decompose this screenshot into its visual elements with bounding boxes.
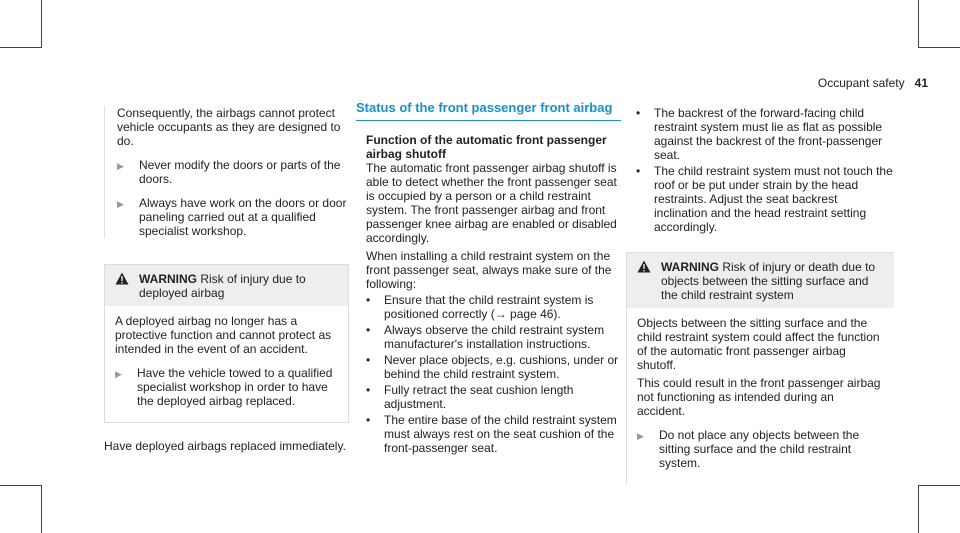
crop-mark [918, 485, 919, 533]
warning-header [627, 253, 894, 308]
bullet-list [636, 106, 894, 234]
bullet-list [366, 293, 621, 455]
step-arrow-icon: ▶ [115, 369, 122, 379]
instruction-block [104, 106, 349, 238]
warning-text: A deployed airbag no longer has a protective function and cannot protect as intended in the event of an accident. [115, 314, 332, 356]
warning-triangle-icon [637, 260, 653, 302]
crop-mark [918, 0, 919, 48]
step-arrow-icon: ▶ [117, 199, 124, 209]
body-paragraph: The automatic front passenger airbag shutoff is able to detect whether the front passenger seat is occupied by a person or a child restraint system. The front passenger airbag and front passenger knee airbag are enabled or disabled accordingly. [366, 161, 617, 245]
warning-title: Risk of injury or death due to objects between the sitting surface and the child restraint system [661, 260, 876, 302]
list-item: • Ensure that the child restraint system is positioned correctly (→ page 46). [366, 293, 594, 321]
step-text: Do not place any objects between the sitting surface and the child restraint system. [659, 428, 860, 470]
step-arrow-icon: ▶ [117, 161, 124, 171]
body-paragraph: When installing a child restraint system on the front passenger seat, always make sure of the following: [366, 249, 612, 291]
step-arrow-icon: ▶ [637, 431, 644, 441]
outro-text: Have deployed airbags replaced immediately. [104, 439, 346, 453]
instruction-step [117, 158, 349, 186]
crop-mark [0, 47, 42, 48]
crop-mark [0, 485, 42, 486]
column-2 [356, 100, 621, 461]
section-name: Occupant safety [817, 76, 905, 90]
list-item: • Fully retract the seat cushion length adjustment. [366, 383, 574, 411]
warning-title: Risk of injury due to deployed airbag [139, 272, 306, 300]
step-text: Always have work on the doors or door paneling carried out at a qualified specialist workshop. [139, 196, 347, 238]
warning-header [105, 265, 348, 306]
instruction-step [115, 366, 338, 408]
warning-box [104, 264, 349, 423]
column-1 [104, 106, 349, 463]
list-item: • The backrest of the forward-facing child restraint system must lie as flat as possible against the backrest of the front-passenger seat. [636, 106, 883, 162]
warning-text: Objects between the sitting surface and the child restraint system could affect the function of the automatic front passenger airbag shutoff. [637, 316, 880, 372]
list-item: • The child restraint system must not touch the roof or be put under strain by the head restraints. Adjust the seat backrest inclination and the head restraint setting accordingly. [636, 164, 893, 234]
instruction-step [637, 428, 884, 470]
column-3 [626, 104, 894, 484]
step-text: Have the vehicle towed to a qualified specialist workshop in order to have the deployed airbag replaced. [137, 366, 333, 408]
crop-mark [918, 47, 960, 48]
crop-mark [918, 485, 960, 486]
warning-body [105, 306, 348, 423]
list-item: • Never place objects, e.g. cushions, under or behind the child restraint system. [366, 353, 619, 381]
crop-mark [41, 0, 42, 48]
warning-box [626, 252, 894, 484]
intro-text: Consequently, the airbags cannot protect vehicle occupants as they are designed to do. [117, 106, 341, 148]
instruction-step [117, 196, 349, 238]
step-text: Never modify the doors or parts of the doors. [139, 158, 341, 186]
subheading: Function of the automatic front passenger airbag shutoff [366, 133, 607, 161]
warning-text: This could result in the front passenger airbag not functioning as intended during an accident. [637, 376, 881, 418]
crop-mark [41, 485, 42, 533]
warning-body [627, 308, 894, 484]
list-item: • Always observe the child restraint system manufacturer's installation instructions. [366, 323, 605, 351]
warning-triangle-icon [115, 272, 131, 300]
list-item: • The entire base of the child restraint system must always rest on the seat cushion of the front-passenger seat. [366, 413, 617, 455]
page-header [818, 76, 928, 90]
page-number: 41 [914, 76, 928, 90]
section-title: Status of the front passenger front airbag [356, 100, 621, 121]
warning-label: WARNING [139, 272, 197, 286]
warning-label: WARNING [661, 260, 719, 274]
